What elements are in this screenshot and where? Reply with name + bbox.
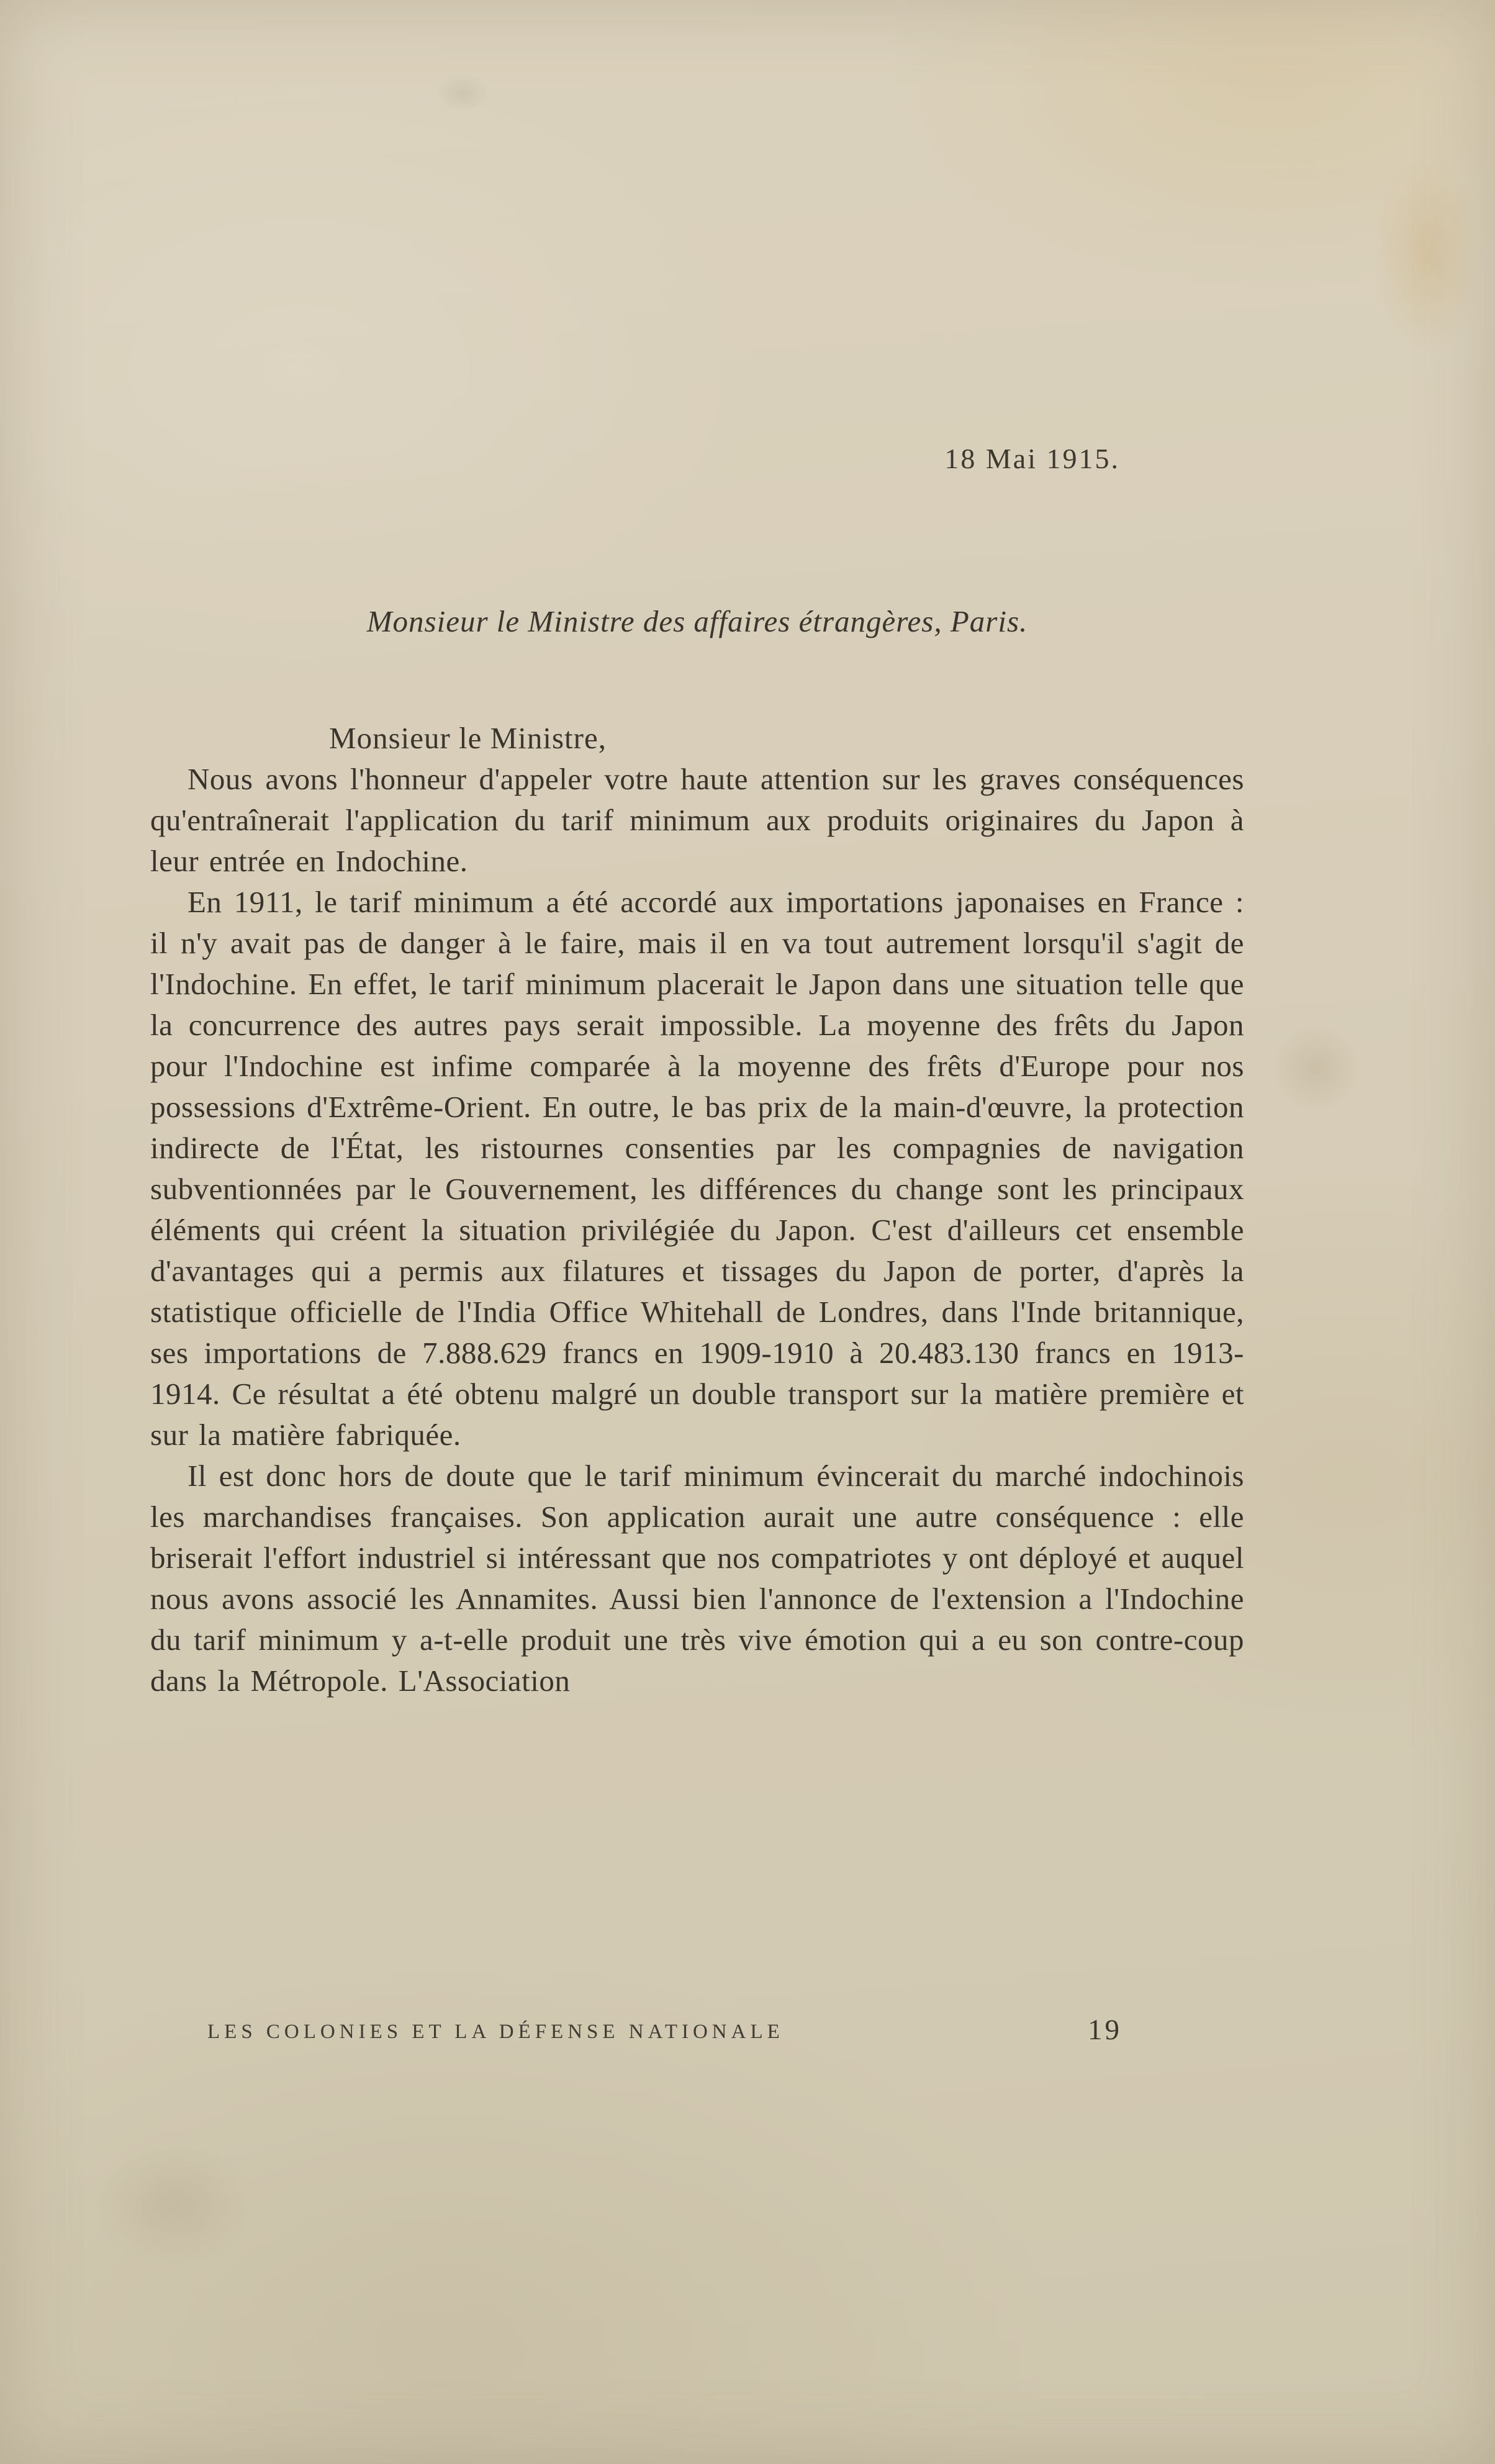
page-number: 19 <box>1088 2014 1122 2046</box>
paper-stain <box>1372 155 1484 354</box>
letter-greeting: Monsieur le Ministre, <box>329 721 607 755</box>
paper-stain <box>93 2142 255 2267</box>
paragraph-1: Nous avons l'honneur d'appeler votre haute attention sur les graves conséquences qu'entraînerait l'application du tarif minimum aux produits originaires du Japon à leur entrée en Indochine. <box>150 762 1244 878</box>
running-title: LES COLONIES ET LA DÉFENSE NATIONALE <box>207 2021 784 2043</box>
letter-date: 18 Mai 1915. <box>944 443 1120 474</box>
letter-text-block <box>150 442 1244 1701</box>
page-footer <box>150 2013 1244 2057</box>
paper-stain <box>435 75 490 112</box>
paragraph-2: En 1911, le tarif minimum a été accordé aux importations japonaises en France : il n'y avait pas de danger à le faire, mais il en va tout autrement lorsqu'il s'agit de l'Indochine. En effet, le tarif minimum placerait le Japon dans une situation telle que la concurrence des autres pays serait impossible. La moyenne des frêts du Japon pour l'Indochine est infime comparée à la moyenne des frêts d'Europe pour nos possessions d'Extrême-Orient. En outre, le bas prix de la main-d'œuvre, la protection indirecte de l'État, les ristournes consenties par les compagnies de navigation subventionnées par le Gouvernement, les différences du change sont les principaux éléments qui créent la situation privilégiée du Japon. C'est d'ailleurs cet ensemble d'avantages qui a permis aux filatures et tissages du Japon de porter, d'après la statistique officielle de l'India Office Whitehall de Londres, dans l'Inde britannique, ses importations de 7.888.629 francs en 1909-1910 à 20.483.130 francs en 1913-1914. Ce résultat a été obtenu malgré un double transport sur la matière première et sur la matière fabriquée. <box>150 885 1244 1452</box>
letter-addressee: Monsieur le Ministre des affaires étrangères, Paris. <box>366 604 1028 638</box>
letter-body <box>150 759 1244 1701</box>
paper-stain <box>1273 1025 1360 1112</box>
paragraph-3: Il est donc hors de doute que le tarif minimum évincerait du marché indochinois les marchandises françaises. Son application aurait une autre conséquence : elle briserait l'effort industriel si intéressant que nos compatriotes y ont déployé et auquel nous avons associé les Annamites. Aussi bien l'annonce de l'extension a l'Indochine du tarif minimum y a-t-elle produit une très vive émotion qui a eu son contre-coup dans la Métropole. L'Association <box>150 1459 1244 1698</box>
